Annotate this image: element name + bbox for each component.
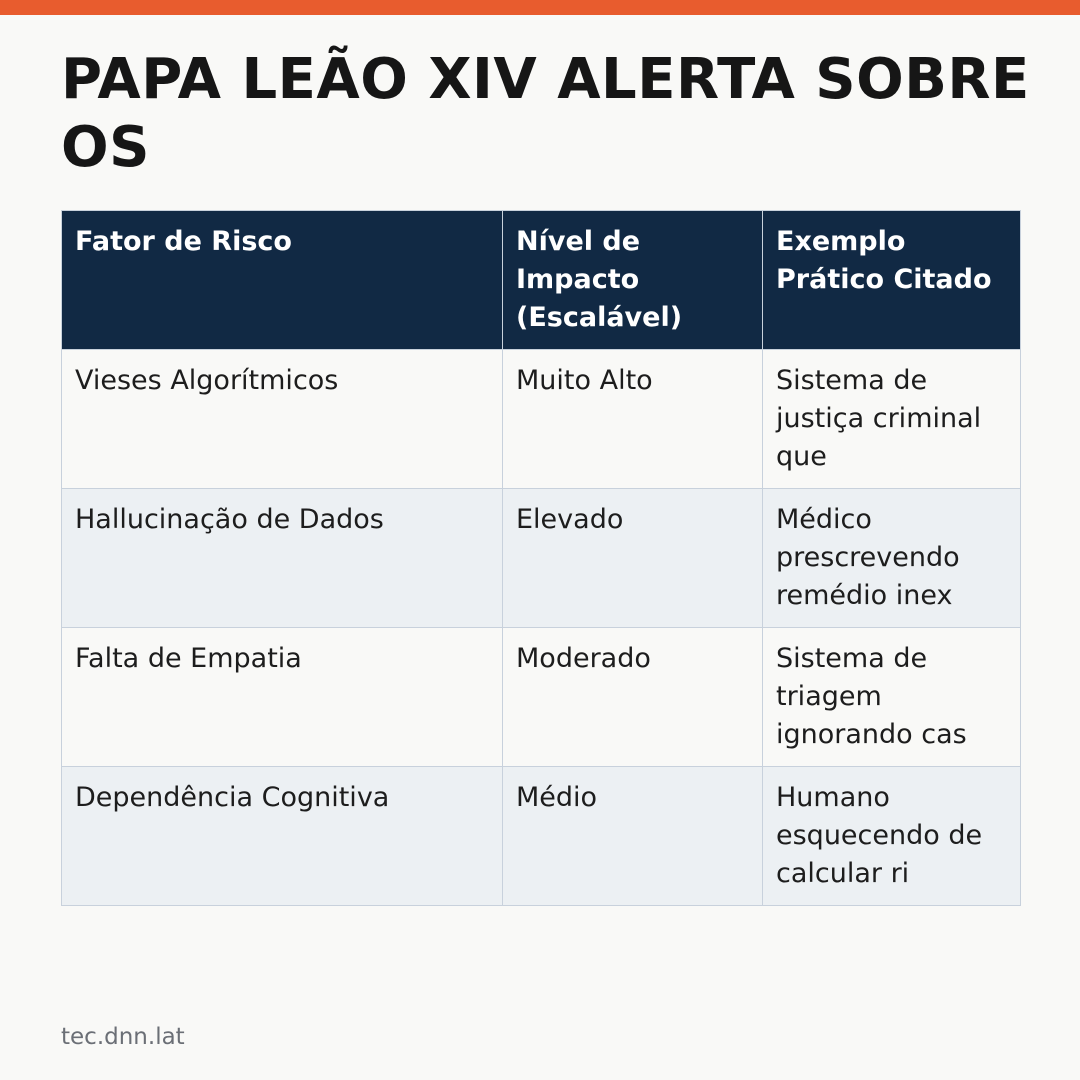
- cell-risk-factor: Dependência Cognitiva: [62, 767, 503, 906]
- cell-example: Médico prescrevendo remédio inex: [763, 489, 1021, 628]
- column-header-risk-factor: Fator de Risco: [62, 211, 503, 350]
- table-row: [62, 350, 1021, 489]
- cell-example: Sistema de justiça criminal que: [763, 350, 1021, 489]
- cell-impact-level: Moderado: [503, 628, 763, 767]
- cell-risk-factor: Hallucinação de Dados: [62, 489, 503, 628]
- column-header-example: Exemplo Prático Citado: [763, 211, 1021, 350]
- cell-impact-level: Médio: [503, 767, 763, 906]
- cell-impact-level: Elevado: [503, 489, 763, 628]
- table-row: [62, 489, 1021, 628]
- cell-example: Sistema de triagem ignorando cas: [763, 628, 1021, 767]
- table-row: [62, 628, 1021, 767]
- risk-table: [61, 210, 1021, 906]
- footer-domain: tec.dnn.lat: [61, 1024, 185, 1050]
- column-header-impact-level: Nível de Impacto (Escalável): [503, 211, 763, 350]
- table-row: [62, 767, 1021, 906]
- table-header-row: [62, 211, 1021, 350]
- accent-top-bar: [0, 0, 1080, 15]
- cell-example: Humano esquecendo de calcular ri: [763, 767, 1021, 906]
- cell-risk-factor: Vieses Algorítmicos: [62, 350, 503, 489]
- page-title: PAPA LEÃO XIV ALERTA SOBRE OS: [61, 47, 1030, 180]
- cell-impact-level: Muito Alto: [503, 350, 763, 489]
- cell-risk-factor: Falta de Empatia: [62, 628, 503, 767]
